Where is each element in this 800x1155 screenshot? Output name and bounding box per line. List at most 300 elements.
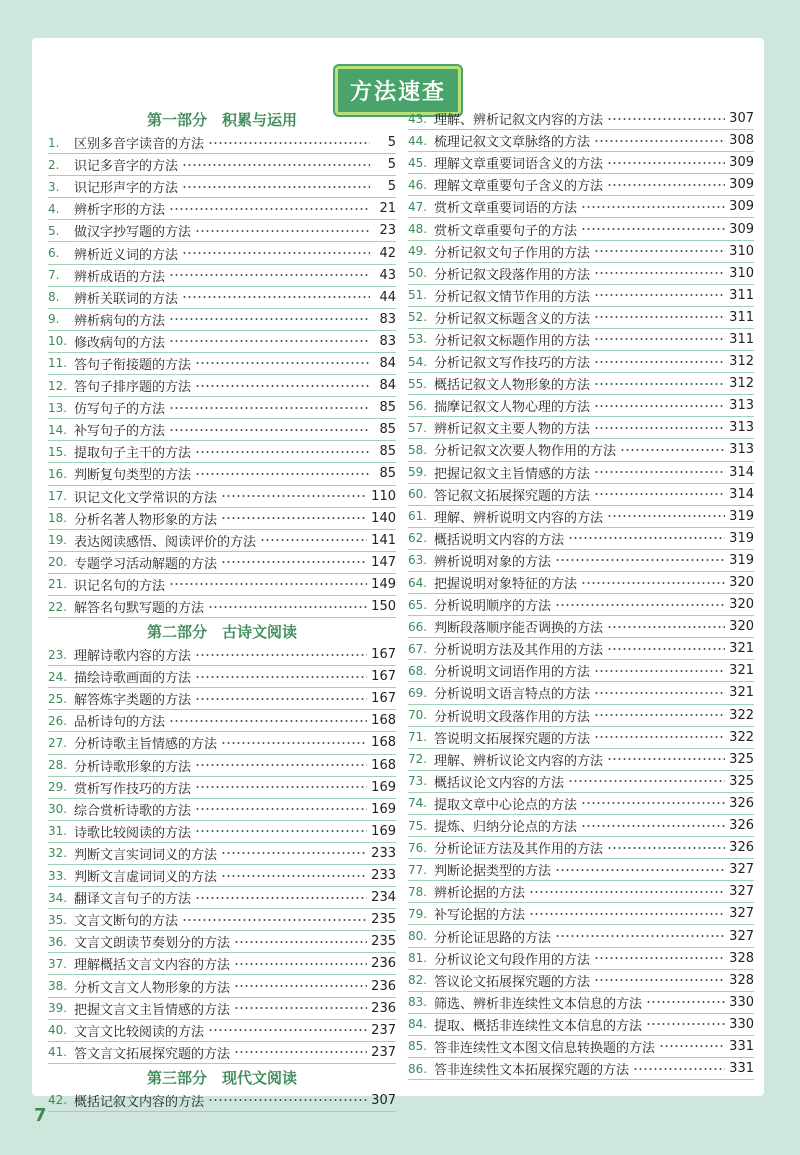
item-label: 描绘诗歌画面的方法: [74, 671, 192, 687]
item-page: 44: [379, 289, 396, 305]
toc-row[interactable]: [408, 970, 754, 992]
item-page: 167: [371, 669, 396, 685]
item-page: 325: [729, 773, 754, 789]
item-number: 39.: [48, 1001, 68, 1016]
item-number: 36.: [48, 934, 68, 949]
item-number: 18.: [48, 511, 68, 526]
dot-leader: [195, 362, 370, 364]
item-label: 分析说明文段落作用的方法: [434, 709, 591, 725]
item-number: 45.: [408, 155, 428, 170]
item-number: 22.: [48, 599, 68, 614]
toc-row[interactable]: [408, 749, 754, 771]
dot-leader: [234, 1007, 367, 1009]
dot-leader: [555, 604, 725, 606]
item-page: 168: [371, 757, 396, 773]
page-number: 7: [34, 1105, 47, 1126]
item-page: 307: [729, 111, 754, 127]
item-label: 答记叙文拓展探究题的方法: [434, 488, 591, 504]
toc-row[interactable]: [48, 486, 396, 508]
page-title: 方法速查: [335, 66, 461, 115]
toc-row[interactable]: [48, 755, 396, 777]
toc-row[interactable]: [48, 732, 396, 754]
item-label: 仿写句子的方法: [74, 402, 166, 418]
toc-row[interactable]: [408, 174, 754, 196]
item-label: 分析记叙文句子作用的方法: [434, 245, 591, 261]
section-header: 第三部分 现代文阅读: [146, 1068, 297, 1087]
item-label: 分析记叙文段落作用的方法: [434, 267, 591, 283]
dot-leader: [169, 274, 370, 276]
toc-row[interactable]: [48, 552, 396, 574]
toc-row[interactable]: [48, 242, 396, 264]
item-page: 168: [371, 735, 396, 751]
item-number: 40.: [48, 1023, 68, 1038]
item-label: 分析说明文语言特点的方法: [434, 687, 591, 703]
item-number: 16.: [48, 466, 68, 481]
item-page: 310: [729, 243, 754, 259]
item-page: 327: [729, 884, 754, 900]
toc-row[interactable]: [408, 1014, 754, 1036]
item-label: 分析名著人物形象的方法: [74, 512, 218, 528]
dot-leader: [169, 407, 370, 409]
toc-row[interactable]: [408, 395, 754, 417]
item-page: 83: [379, 311, 396, 327]
dot-leader: [594, 493, 725, 495]
toc-row[interactable]: [408, 682, 754, 704]
item-number: 42.: [48, 1093, 68, 1108]
item-page: 84: [379, 355, 396, 371]
item-page: 236: [371, 956, 396, 972]
toc-row[interactable]: [48, 198, 396, 220]
dot-leader: [169, 340, 370, 342]
item-label: 补写论据的方法: [434, 908, 526, 924]
dot-leader: [195, 676, 367, 678]
toc-row[interactable]: [48, 596, 396, 618]
item-number: 33.: [48, 868, 68, 883]
item-number: 64.: [408, 575, 428, 590]
item-page: 320: [729, 575, 754, 591]
item-label: 分析诗歌形象的方法: [74, 759, 192, 775]
item-number: 55.: [408, 376, 428, 391]
item-label: 识记文化文学常识的方法: [74, 490, 218, 506]
item-label: 辨析成语的方法: [74, 269, 166, 285]
item-page: 168: [371, 713, 396, 729]
item-label: 辨析病句的方法: [74, 313, 166, 329]
item-page: 140: [371, 510, 396, 526]
item-label: 梳理记叙文文章脉络的方法: [434, 135, 591, 151]
dot-leader: [607, 184, 725, 186]
toc-row[interactable]: [48, 688, 396, 710]
dot-leader: [594, 361, 725, 363]
item-number: 85.: [408, 1039, 428, 1054]
dot-leader: [195, 698, 367, 700]
item-number: 44.: [408, 133, 428, 148]
item-label: 答说明文拓展探究题的方法: [434, 731, 591, 747]
toc-row[interactable]: [408, 1036, 754, 1058]
item-number: 70.: [408, 708, 428, 723]
item-number: 23.: [48, 647, 68, 662]
dot-leader: [169, 583, 367, 585]
item-number: 29.: [48, 780, 68, 795]
dot-leader: [594, 383, 725, 385]
item-number: 2.: [48, 157, 60, 172]
item-label: 理解、辨析说明文内容的方法: [434, 510, 604, 526]
item-page: 236: [371, 978, 396, 994]
item-page: 331: [729, 1061, 754, 1077]
item-page: 169: [371, 779, 396, 795]
toc-row[interactable]: [48, 1042, 396, 1064]
item-page: 309: [729, 177, 754, 193]
item-page: 311: [729, 331, 754, 347]
toc-row[interactable]: [408, 837, 754, 859]
toc-row[interactable]: [48, 821, 396, 843]
item-page: 234: [371, 890, 396, 906]
item-page: 43: [379, 267, 396, 283]
toc-row[interactable]: [48, 953, 396, 975]
item-page: 149: [371, 576, 396, 592]
item-label: 解答炼字类题的方法: [74, 693, 192, 709]
dot-leader: [221, 495, 367, 497]
item-page: 169: [371, 823, 396, 839]
item-page: 167: [371, 647, 396, 663]
item-number: 20.: [48, 555, 68, 570]
item-page: 319: [729, 508, 754, 524]
toc-row[interactable]: [48, 331, 396, 353]
item-label: 分析文言文人物形象的方法: [74, 980, 231, 996]
toc-row[interactable]: [48, 132, 396, 154]
item-label: 答非连续性文本拓展探究题的方法: [434, 1063, 630, 1079]
item-label: 把握说明对象特征的方法: [434, 577, 578, 593]
dot-leader: [594, 272, 725, 274]
item-number: 81.: [408, 951, 428, 966]
toc-row[interactable]: [48, 710, 396, 732]
toc-row[interactable]: [48, 419, 396, 441]
item-label: 分析论证方法及其作用的方法: [434, 842, 604, 858]
item-number: 80.: [408, 929, 428, 944]
toc-row[interactable]: [48, 777, 396, 799]
item-label: 理解、辨析议论文内容的方法: [434, 753, 604, 769]
toc-row[interactable]: [48, 397, 396, 419]
item-label: 补写句子的方法: [74, 424, 166, 440]
toc-row[interactable]: [48, 666, 396, 688]
toc-row[interactable]: [48, 799, 396, 821]
dot-leader: [234, 1051, 367, 1053]
toc-row[interactable]: [408, 859, 754, 881]
item-page: 309: [729, 221, 754, 237]
item-page: 328: [729, 950, 754, 966]
item-page: 233: [371, 845, 396, 861]
item-label: 品析诗句的方法: [74, 715, 166, 731]
item-label: 理解、辨析记叙文内容的方法: [434, 113, 604, 129]
item-label: 区别多音字读音的方法: [74, 137, 205, 153]
item-label: 把握记叙文主旨情感的方法: [434, 466, 591, 482]
right-column: [408, 108, 754, 1080]
toc-row[interactable]: [408, 439, 754, 461]
toc-row[interactable]: [48, 909, 396, 931]
item-number: 27.: [48, 735, 68, 750]
toc-row[interactable]: [48, 998, 396, 1020]
item-label: 识记形声字的方法: [74, 181, 179, 197]
toc-row[interactable]: [48, 375, 396, 397]
item-number: 37.: [48, 956, 68, 971]
dot-leader: [581, 825, 725, 827]
item-label: 理解诗歌内容的方法: [74, 649, 192, 665]
item-number: 84.: [408, 1017, 428, 1032]
item-page: 85: [379, 422, 396, 438]
toc-row[interactable]: [48, 176, 396, 198]
toc-row[interactable]: [48, 1020, 396, 1042]
item-label: 提取句子主干的方法: [74, 446, 192, 462]
dot-leader: [555, 935, 725, 937]
item-number: 74.: [408, 796, 428, 811]
item-label: 判断复句类型的方法: [74, 468, 192, 484]
item-number: 61.: [408, 509, 428, 524]
item-number: 49.: [408, 244, 428, 259]
item-label: 识记名句的方法: [74, 578, 166, 594]
item-page: 85: [379, 400, 396, 416]
item-page: 320: [729, 619, 754, 635]
item-label: 答文言文拓展探究题的方法: [74, 1046, 231, 1062]
toc-row[interactable]: [408, 572, 754, 594]
item-label: 分析记叙文次要人物作用的方法: [434, 444, 617, 460]
item-number: 66.: [408, 619, 428, 634]
item-page: 331: [729, 1038, 754, 1054]
dot-leader: [594, 316, 725, 318]
toc-row[interactable]: [408, 660, 754, 682]
item-number: 12.: [48, 378, 68, 393]
toc-row[interactable]: [48, 309, 396, 331]
item-page: 84: [379, 378, 396, 394]
toc-row[interactable]: [408, 771, 754, 793]
toc-row[interactable]: [408, 815, 754, 837]
item-number: 14.: [48, 422, 68, 437]
toc-row[interactable]: [408, 329, 754, 351]
toc-row[interactable]: [408, 793, 754, 815]
item-page: 313: [729, 420, 754, 436]
dot-leader: [594, 140, 725, 142]
toc-row[interactable]: [48, 887, 396, 909]
toc-row[interactable]: [408, 351, 754, 373]
item-label: 分析诗歌主旨情感的方法: [74, 737, 218, 753]
toc-row[interactable]: [408, 263, 754, 285]
item-number: 19.: [48, 533, 68, 548]
toc-row[interactable]: [408, 241, 754, 263]
item-label: 赏析文章重要词语的方法: [434, 201, 578, 217]
toc-row[interactable]: [48, 154, 396, 176]
item-number: 41.: [48, 1045, 68, 1060]
item-number: 68.: [408, 663, 428, 678]
item-number: 1.: [48, 135, 60, 150]
item-number: 9.: [48, 312, 60, 327]
toc-row[interactable]: [408, 992, 754, 1014]
toc-row[interactable]: [408, 594, 754, 616]
item-number: 8.: [48, 290, 60, 305]
item-number: 63.: [408, 553, 428, 568]
item-number: 69.: [408, 685, 428, 700]
dot-leader: [195, 830, 367, 832]
toc-row[interactable]: [48, 1090, 396, 1112]
toc-row[interactable]: [408, 218, 754, 240]
toc-row[interactable]: [48, 574, 396, 596]
item-label: 辨析近义词的方法: [74, 247, 179, 263]
item-number: 7.: [48, 268, 60, 283]
dot-leader: [195, 764, 367, 766]
dot-leader: [529, 891, 725, 893]
item-label: 理解文章重要词语含义的方法: [434, 157, 604, 173]
item-label: 解答名句默写题的方法: [74, 601, 205, 617]
item-number: 17.: [48, 489, 68, 504]
item-page: 312: [729, 376, 754, 392]
toc-row[interactable]: [48, 287, 396, 309]
dot-leader: [221, 742, 367, 744]
item-page: 141: [371, 532, 396, 548]
dot-leader: [195, 230, 370, 232]
item-number: 24.: [48, 669, 68, 684]
toc-row[interactable]: [408, 373, 754, 395]
dot-leader: [169, 208, 370, 210]
toc-row[interactable]: [408, 417, 754, 439]
toc-row[interactable]: [48, 931, 396, 953]
toc-row[interactable]: [408, 550, 754, 572]
item-page: 237: [371, 1044, 396, 1060]
item-label: 表达阅读感悟、阅读评价的方法: [74, 534, 257, 550]
toc-row[interactable]: [408, 925, 754, 947]
item-page: 5: [387, 135, 396, 151]
item-number: 53.: [408, 332, 428, 347]
toc-row[interactable]: [48, 530, 396, 552]
dot-leader: [594, 405, 725, 407]
dot-leader: [581, 228, 725, 230]
dot-leader: [182, 296, 370, 298]
dot-leader: [555, 559, 725, 561]
item-label: 辨析关联词的方法: [74, 291, 179, 307]
dot-leader: [581, 582, 725, 584]
dot-leader: [234, 963, 367, 965]
item-page: 309: [729, 199, 754, 215]
dot-leader: [182, 252, 370, 254]
item-label: 答议论文拓展探究题的方法: [434, 974, 591, 990]
dot-leader: [221, 561, 367, 563]
item-label: 判断段落顺序能否调换的方法: [434, 621, 604, 637]
item-label: 赏析写作技巧的方法: [74, 781, 192, 797]
toc-row[interactable]: [408, 152, 754, 174]
toc-row[interactable]: [48, 220, 396, 242]
item-label: 分析记叙文标题含义的方法: [434, 311, 591, 327]
item-label: 分析论证思路的方法: [434, 930, 552, 946]
toc-row[interactable]: [408, 903, 754, 925]
toc-row[interactable]: [408, 285, 754, 307]
item-page: 235: [371, 912, 396, 928]
item-page: 307: [371, 1092, 396, 1108]
item-label: 答非连续性文本图文信息转换题的方法: [434, 1040, 656, 1056]
item-page: 110: [371, 488, 396, 504]
item-label: 分析说明方法及其作用的方法: [434, 643, 604, 659]
item-page: 167: [371, 691, 396, 707]
item-number: 30.: [48, 802, 68, 817]
item-label: 概括记叙文内容的方法: [74, 1094, 205, 1110]
dot-leader: [221, 517, 367, 519]
dot-leader: [555, 869, 725, 871]
toc-row[interactable]: [48, 865, 396, 887]
dot-leader: [221, 875, 367, 877]
toc-row[interactable]: [408, 506, 754, 528]
dot-leader: [221, 852, 367, 854]
dot-leader: [208, 142, 370, 144]
item-number: 79.: [408, 906, 428, 921]
item-page: 322: [729, 707, 754, 723]
item-page: 5: [387, 179, 396, 195]
toc-row[interactable]: [48, 441, 396, 463]
dot-leader: [594, 979, 725, 981]
dot-leader: [260, 539, 367, 541]
item-page: 328: [729, 972, 754, 988]
toc-row[interactable]: [408, 484, 754, 506]
dot-leader: [208, 1099, 367, 1101]
item-page: 42: [379, 245, 396, 261]
item-label: 提取文章中心论点的方法: [434, 797, 578, 813]
dot-leader: [607, 118, 725, 120]
toc-row[interactable]: [408, 1058, 754, 1080]
item-label: 判断文言虚词词义的方法: [74, 870, 218, 886]
toc-row[interactable]: [48, 265, 396, 287]
toc-row[interactable]: [408, 638, 754, 660]
item-number: 60.: [408, 487, 428, 502]
toc-row[interactable]: [408, 881, 754, 903]
item-number: 25.: [48, 691, 68, 706]
toc-row[interactable]: [48, 353, 396, 375]
item-label: 判断论据类型的方法: [434, 864, 552, 880]
toc-row[interactable]: [408, 705, 754, 727]
toc-row[interactable]: [408, 948, 754, 970]
item-page: 319: [729, 552, 754, 568]
toc-row[interactable]: [408, 616, 754, 638]
toc-row[interactable]: [408, 130, 754, 152]
dot-leader: [568, 537, 725, 539]
toc-row[interactable]: [408, 307, 754, 329]
toc-row[interactable]: [48, 843, 396, 865]
item-page: 313: [729, 398, 754, 414]
toc-row[interactable]: [48, 463, 396, 485]
item-label: 把握文言文主旨情感的方法: [74, 1002, 231, 1018]
item-number: 62.: [408, 531, 428, 546]
dot-leader: [594, 957, 725, 959]
dot-leader: [594, 338, 725, 340]
toc-row[interactable]: [408, 462, 754, 484]
item-number: 52.: [408, 310, 428, 325]
dot-leader: [182, 919, 367, 921]
toc-row[interactable]: [408, 196, 754, 218]
toc-row[interactable]: [48, 644, 396, 666]
section-header: 第二部分 古诗文阅读: [146, 623, 297, 642]
item-number: 21.: [48, 577, 68, 592]
toc-row[interactable]: [408, 108, 754, 130]
toc-row[interactable]: [48, 975, 396, 997]
item-number: 77.: [408, 862, 428, 877]
item-page: 312: [729, 354, 754, 370]
item-label: 理解概括文言文内容的方法: [74, 958, 231, 974]
item-label: 文言文断句的方法: [74, 914, 179, 930]
item-page: 237: [371, 1022, 396, 1038]
item-label: 概括议论文内容的方法: [434, 775, 565, 791]
item-page: 330: [729, 994, 754, 1010]
toc-row[interactable]: [48, 508, 396, 530]
toc-row[interactable]: [408, 528, 754, 550]
item-number: 15.: [48, 444, 68, 459]
item-number: 43.: [408, 111, 428, 126]
dot-leader: [195, 808, 367, 810]
dot-leader: [581, 206, 725, 208]
toc-row[interactable]: [408, 727, 754, 749]
item-page: 21: [379, 201, 396, 217]
